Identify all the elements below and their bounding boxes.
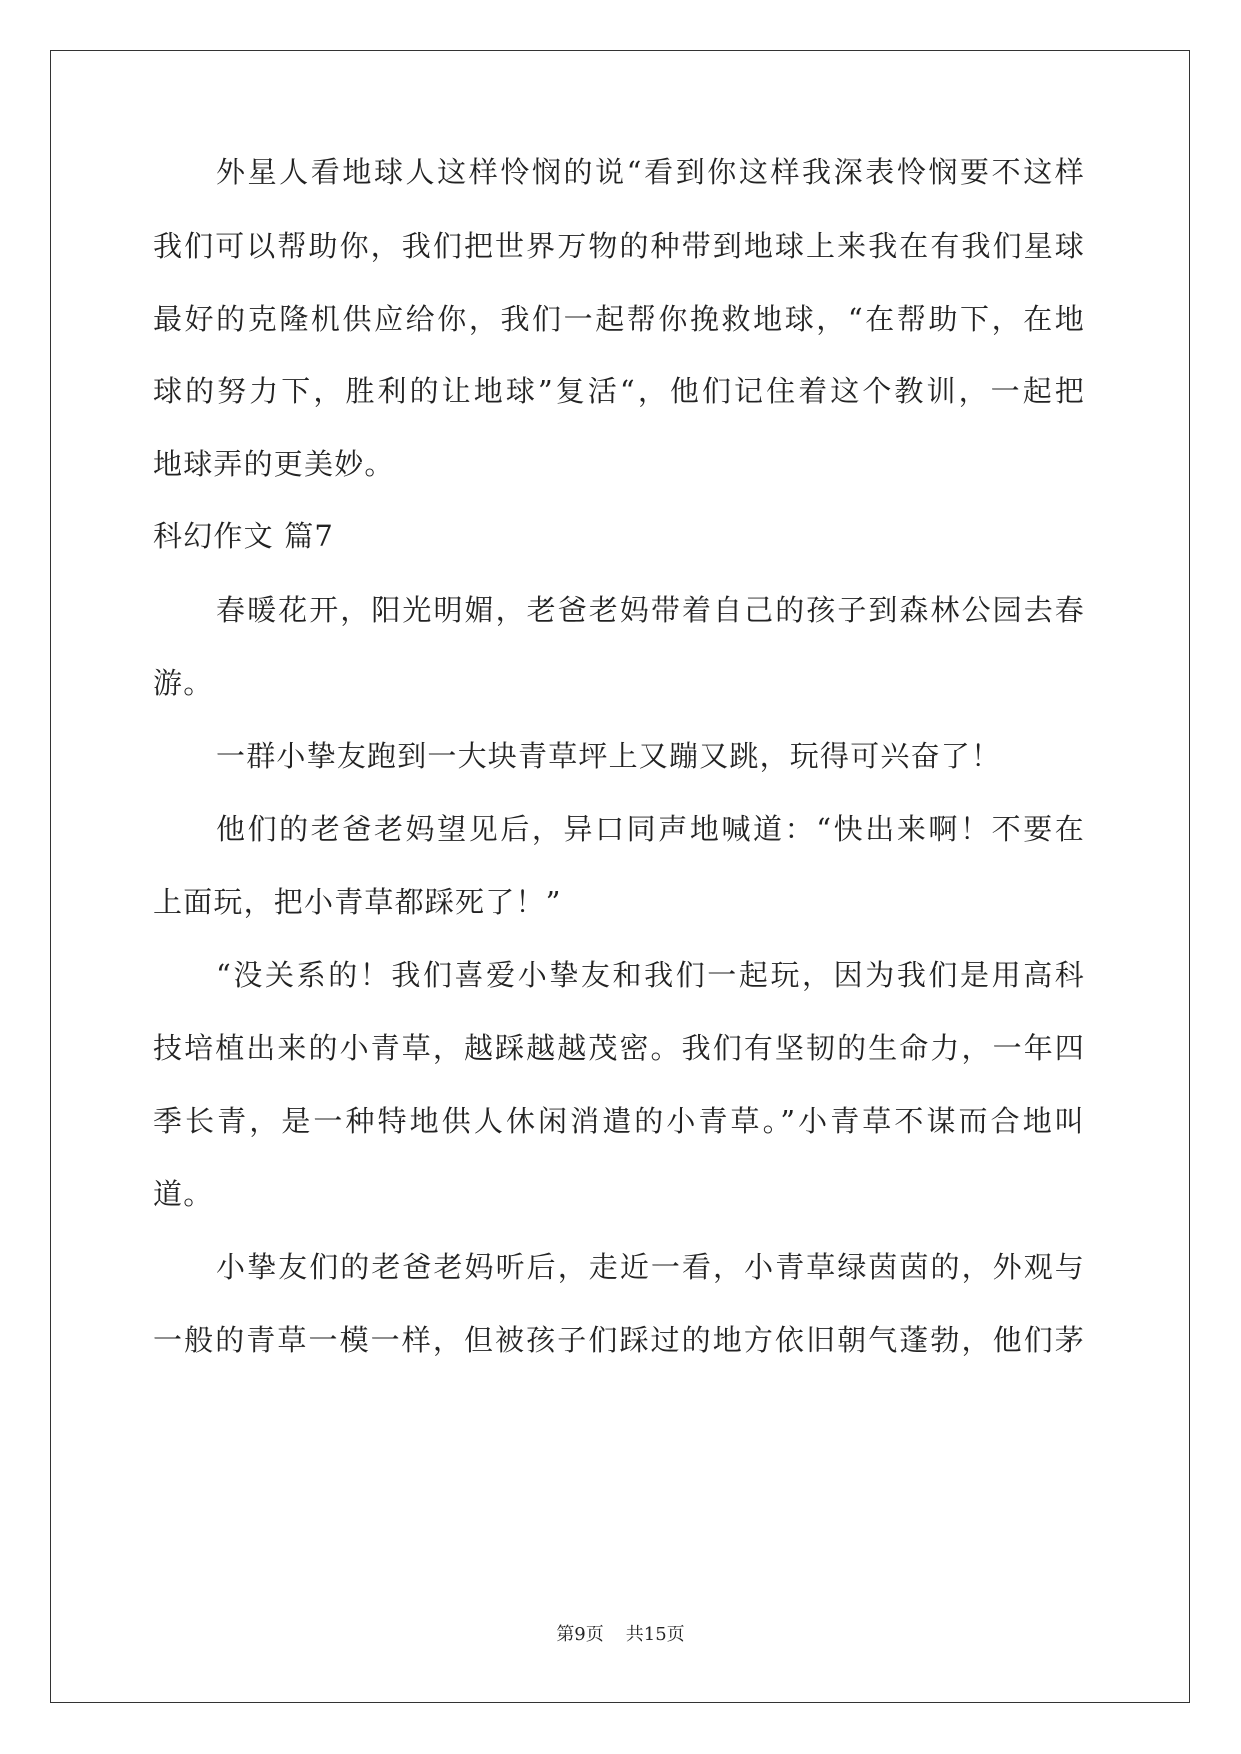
paragraph-line: “没关系的！我们喜爱小挚友和我们一起玩，因为我们是用高科 [216, 958, 1085, 992]
page-border [50, 50, 1190, 1703]
paragraph-line: 地球弄的更美妙。 [153, 447, 395, 481]
paragraph-line: 道。 [153, 1177, 214, 1211]
paragraph-line: 季长青，是一种特地供人休闲消遣的小青草。”小青草不谋而合地叫 [153, 1104, 1085, 1138]
paragraph-line: 春暖花开，阳光明媚，老爸老妈带着自己的孩子到森林公园去春 [216, 593, 1085, 627]
paragraph-line: 游。 [153, 666, 214, 700]
paragraph-line: 上面玩，把小青草都踩死了！” [153, 885, 562, 919]
paragraph-line: 技培植出来的小青草，越踩越越茂密。我们有坚韧的生命力，一年四 [153, 1031, 1085, 1065]
paragraph-line: 小挚友们的老爸老妈听后，走近一看，小青草绿茵茵的，外观与 [216, 1250, 1085, 1284]
paragraph-line: 最好的克隆机供应给你，我们一起帮你挽救地球，“在帮助下，在地 [153, 302, 1085, 336]
paragraph-line: 一般的青草一模一样，但被孩子们踩过的地方依旧朝气蓬勃，他们茅 [153, 1323, 1085, 1357]
paragraph-line: 他们的老爸老妈望见后，异口同声地喊道：“快出来啊！不要在 [216, 812, 1085, 846]
page-footer [0, 1623, 1241, 1647]
paragraph-line: 外星人看地球人这样怜悯的说“看到你这样我深表怜悯要不这样 [216, 155, 1085, 189]
page-number-current: 第9页 [556, 1624, 604, 1645]
paragraph-line: 我们可以帮助你，我们把世界万物的种带到地球上来我在有我们星球 [153, 229, 1085, 263]
paragraph-line: 球的努力下，胜利的让地球”复活“，他们记住着这个教训，一起把 [153, 374, 1085, 408]
page-number-total: 共15页 [625, 1624, 685, 1645]
paragraph-line: 一群小挚友跑到一大块青草坪上又蹦又跳，玩得可兴奋了！ [216, 739, 1002, 773]
section-heading: 科幻作文 篇7 [153, 519, 335, 553]
